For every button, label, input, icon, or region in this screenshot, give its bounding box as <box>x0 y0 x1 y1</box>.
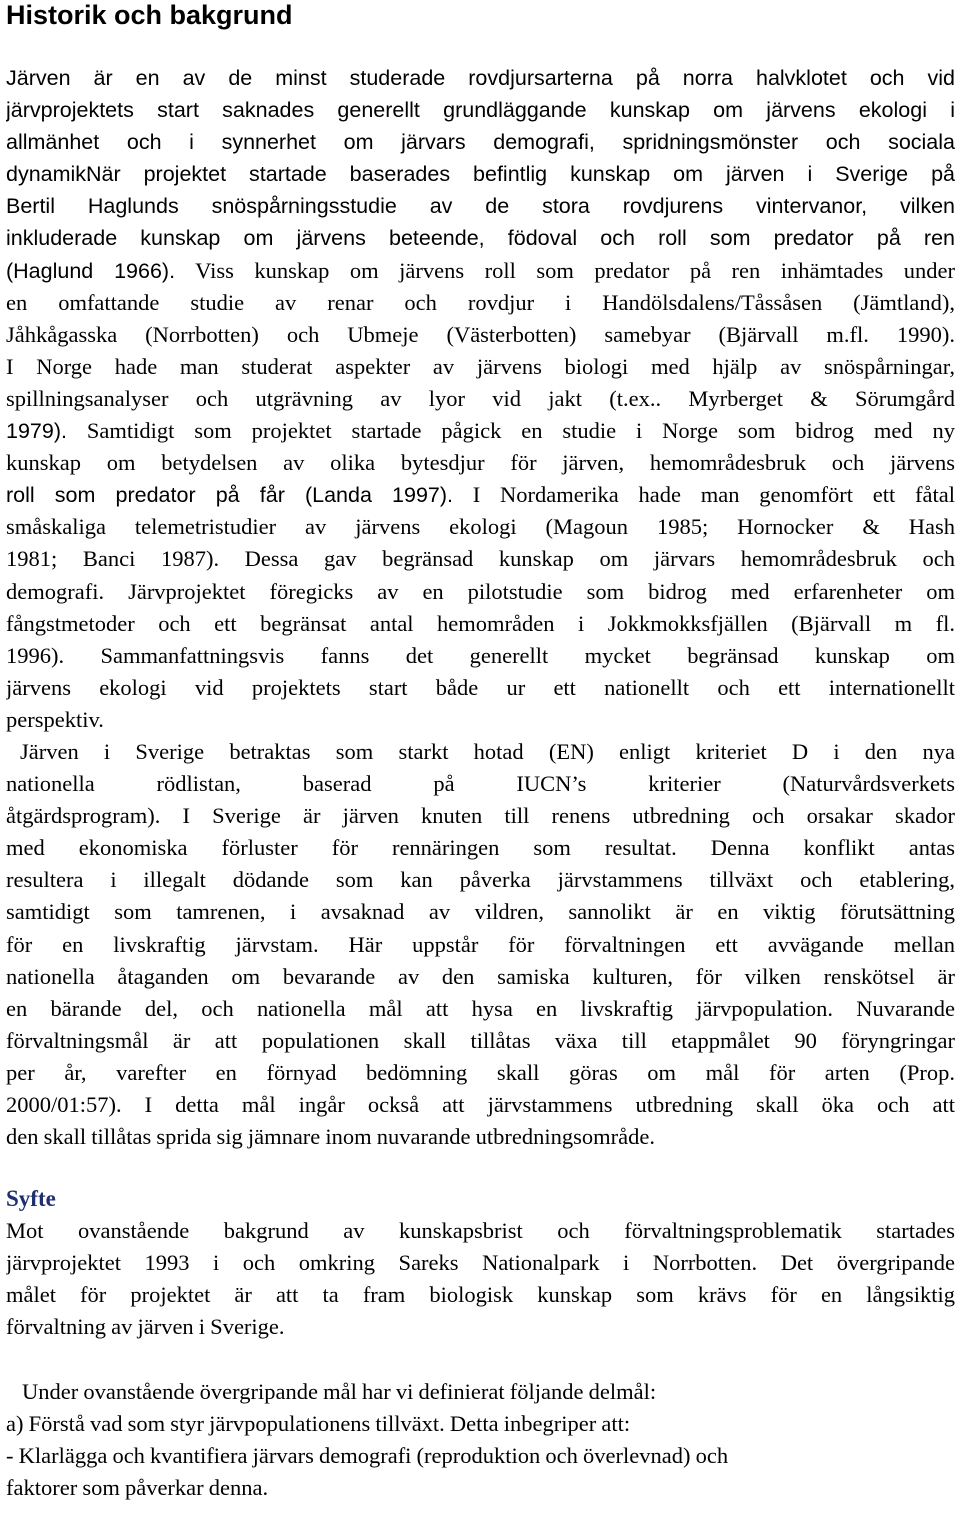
text-line-part: I Nordamerika hade man genomfört ett fåtal <box>453 482 955 508</box>
document-page <box>6 0 955 1504</box>
text-line: resultera i illegalt dödande som kan påverka järvstammens tillväxt och etablering, <box>6 867 955 893</box>
paragraph-subgoals <box>6 1376 955 1504</box>
text-line: Järven är en av de minst studerade rovdjursarterna på norra halvklotet och vid <box>6 66 955 90</box>
paragraph-background <box>6 255 955 736</box>
text-line: allmänhet och i synnerhet om järvars demografi, spridningsmönster och sociala <box>6 130 955 155</box>
text-line-part: När projektet startade baserades befintlig kunskap om järven i Sverige på <box>86 162 955 187</box>
text-line: 2000/01:57). I detta mål ingår också att järvstammens utbredning skall öka och att <box>6 1092 955 1117</box>
text-line: för en livskraftig järvstam. Här uppstår för förvaltningen ett avvägande mellan <box>6 931 955 957</box>
text-line: en omfattande studie av renar och rovdjur i Handölsdalens/Tåssåsen (Jämtland), <box>6 289 955 315</box>
paragraph-threat-status <box>6 736 955 1153</box>
text-line-part: Järven i Sverige betraktas som starkt hotad (EN) enligt kriteriet D i den nya <box>20 738 955 764</box>
text-line: demografi. Järvprojektet föregicks av en pilotstudie som bidrog med erfarenheter om <box>6 578 955 604</box>
text-line: förvaltningsmål är att populationen skall tillåtas växa till etappmålet 90 föryngringar <box>6 1027 955 1053</box>
text-line: inkluderade kunskap om järvens beteende, födoval och roll som predator på ren <box>6 226 955 251</box>
text-line: - Klarlägga och kvantifiera järvars demografi (reproduktion och överlevnad) och <box>6 1442 729 1468</box>
text-line: nationella åtaganden om bevarande av den samiska kulturen, för vilken renskötsel är <box>6 963 955 989</box>
text-line: spillningsanalyser och utgrävning av lyor vid jakt (t.ex.. Myrberget & Sörumgård <box>6 385 955 411</box>
text-line: samtidigt som tamrenen, i avsaknad av vildren, sannolikt är en viktig förutsättning <box>6 899 955 925</box>
text-line: med ekonomiska förluster för rennäringen som resultat. Denna konflikt antas <box>6 835 955 861</box>
text-line: perspektiv. <box>6 706 104 732</box>
text-line-part: 1979). <box>6 419 67 444</box>
text-line <box>6 158 955 190</box>
text-line: faktorer som påverkar denna. <box>6 1474 269 1500</box>
text-line: Jåhkågasska (Norrbotten) och Ubmeje (Västerbotten) samebyar (Bjärvall m.fl. 1990). <box>6 321 955 347</box>
text-line: Mot ovanstående bakgrund av kunskapsbrist och förvaltningsproblematik startades <box>6 1218 955 1244</box>
text-line-part: (Haglund 1966). <box>6 258 176 283</box>
text-line: en bärande del, och nationella mål att hysa en livskraftig järvpopulation. Nuvarande <box>6 995 955 1021</box>
text-line: nationella rödlistan, baserad på IUCN’s kriterier (Naturvårdsverkets <box>6 771 955 797</box>
text-line: järvprojektet 1993 i och omkring Sareks Nationalpark i Norrbotten. Det övergripande <box>6 1250 955 1276</box>
text-line <box>6 415 955 447</box>
text-line: småskaliga telemetristudier av järvens ekologi (Magoun 1985; Hornocker & Hash <box>6 514 955 540</box>
paragraph-intro <box>6 62 955 255</box>
section-heading-syfte: Syfte <box>6 1186 56 1212</box>
paragraph-purpose <box>6 1215 955 1343</box>
text-line: 1996). Sammanfattningsvis fanns det generellt mycket begränsad kunskap om <box>6 642 955 668</box>
text-line: järvens ekologi vid projektets start både ur ett nationellt och ett internationellt <box>6 674 955 700</box>
text-line: järvprojektets start saknades generellt grundläggande kunskap om järvens ekologi i <box>6 98 955 123</box>
text-line: I Norge hade man studerat aspekter av järvens biologi med hjälp av snöspårningar, <box>6 353 955 379</box>
text-line: Bertil Haglunds snöspårningsstudie av de stora rovdjurens vintervanor, vilken <box>6 194 955 219</box>
text-line: kunskap om betydelsen av olika bytesdjur för järven, hemområdesbruk och järvens <box>6 450 955 476</box>
text-line <box>6 255 955 287</box>
text-line-part: dynamik. <box>6 162 93 187</box>
text-line: per år, varefter en förnyad bedömning skall göras om mål för arten (Prop. <box>6 1059 955 1085</box>
text-line <box>6 736 955 768</box>
text-line-part: roll som predator på får (Landa 1997). <box>6 483 453 508</box>
text-line: fångstmetoder och ett begränsat antal hemområden i Jokkmokksfjällen (Bjärvall m fl. <box>6 610 955 636</box>
text-line: åtgärdsprogram). I Sverige är järven knuten till renens utbredning och orsakar skador <box>6 803 955 829</box>
text-line <box>6 479 955 511</box>
text-line: den skall tillåtas sprida sig jämnare inom nuvarande utbredningsområde. <box>6 1124 655 1150</box>
text-line-part: Viss kunskap om järvens roll som predator på ren inhämtades under <box>175 257 955 283</box>
text-line-part: Samtidigt som projektet startade pågick en studie i Norge som bidrog med ny <box>66 418 955 444</box>
text-line: Under ovanstående övergripande mål har vi definierat följande delmål: <box>22 1378 657 1404</box>
text-line: a) Förstå vad som styr järvpopulationens tillväxt. Detta inbegriper att: <box>6 1410 631 1436</box>
text-line: målet för projektet är att ta fram biologisk kunskap som krävs för en långsiktig <box>6 1282 955 1308</box>
text-line: förvaltning av järven i Sverige. <box>6 1314 285 1340</box>
section-heading: Historik och bakgrund <box>6 0 293 30</box>
text-line: 1981; Banci 1987). Dessa gav begränsad kunskap om järvars hemområdesbruk och <box>6 546 955 572</box>
